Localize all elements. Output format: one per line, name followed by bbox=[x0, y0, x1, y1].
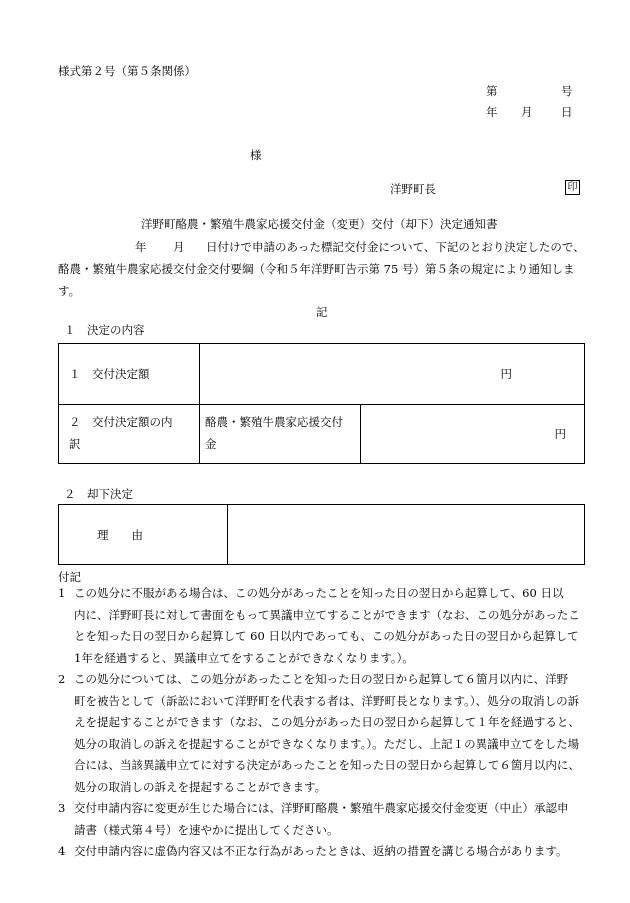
reason-label-cell bbox=[59, 505, 228, 565]
reason-value-cell bbox=[228, 505, 585, 565]
intro-line-3: す。 bbox=[58, 284, 81, 298]
note-3-line-1: 交付申請内容に変更が生じた場合には、洋野町酪農・繁殖牛農家応援交付金変更（中止）承認申 bbox=[74, 801, 569, 815]
note-number-1: 1 bbox=[58, 586, 66, 600]
date-day: 日 bbox=[561, 105, 573, 119]
note-2-line-2: 町を被告として（訴訟において洋野町を代表する者は、洋野町長となります。）、処分の取消しの訴 bbox=[74, 693, 580, 708]
notes-heading: 付記 bbox=[58, 570, 81, 584]
rejection-table bbox=[58, 504, 585, 565]
note-number-3: 3 bbox=[58, 801, 66, 815]
note-2-line-4: 処分の取消しの訴えを提起することができなくなります。）。ただし、上記１の異議申立てをした場 bbox=[74, 736, 580, 751]
breakdown-value-cell bbox=[361, 405, 585, 464]
date-year: 年 bbox=[486, 105, 498, 119]
date-month: 月 bbox=[521, 105, 533, 119]
note-item-3 bbox=[58, 798, 590, 841]
note-item-2 bbox=[58, 669, 590, 798]
document-number-suffix: 号 bbox=[561, 84, 573, 98]
intro-line-2: 酪農・繁殖牛農家応援交付金交付要綱（令和５年洋野町告示第 75 号）第５条の規定により通知しま bbox=[58, 262, 575, 276]
note-4-line-1: 交付申請内容に虚偽内容又は不正な行為があったときは、返納の措置を講じる場合があります。 bbox=[74, 844, 568, 858]
document-title: 洋野町酪農・繁殖牛農家応援交付金（変更）交付（却下）決定通知書 bbox=[141, 217, 498, 231]
section2-heading: ２ 却下決定 bbox=[64, 487, 133, 501]
note-2-line-1: この処分については、この処分があったことを知った日の翌日から起算して６箇月以内に、洋野 bbox=[74, 672, 569, 686]
intro-line-1: 日付けで申請のあった標記交付金について、下記のとおり決定したので、 bbox=[206, 240, 585, 254]
decision-amount-label: １ 交付決定額 bbox=[69, 367, 150, 381]
breakdown-item-line1: 酪農・繁殖牛農家応援交付 bbox=[205, 415, 343, 430]
breakdown-item-cell bbox=[200, 405, 361, 464]
note-2-line-3: えを提起することができます（なお、この処分があった日の翌日から起算して１年を経過すると、 bbox=[74, 715, 580, 729]
note-2-line-6: 処分の取消しの訴えを提起することができます。 bbox=[74, 779, 327, 794]
note-1-line-3: とを知った日の翌日から起算して 60 日以内であっても、この処分があった日の翌日から起算して bbox=[74, 629, 579, 643]
breakdown-item-line2: 金 bbox=[205, 437, 217, 451]
note-3-line-2: 請書（様式第４号）を速やかに提出してください。 bbox=[74, 822, 339, 837]
decision-amount-label-cell bbox=[59, 344, 200, 405]
breakdown-label-cell bbox=[59, 405, 200, 464]
breakdown-label-line1: ２ 交付決定額の内 bbox=[69, 415, 173, 430]
reason-label: 理 由 bbox=[97, 527, 143, 542]
decision-table bbox=[58, 343, 585, 464]
note-1-line-1: この処分に不服がある場合は、この処分があったことを知った日の翌日から起算して、60 日以 bbox=[74, 586, 564, 600]
document-number-prefix: 第 bbox=[486, 84, 498, 98]
note-item-1 bbox=[58, 583, 590, 669]
decision-amount-value-cell bbox=[200, 344, 585, 405]
decision-amount-unit: 円 bbox=[500, 367, 512, 381]
section1-heading: １ 決定の内容 bbox=[64, 323, 145, 337]
sender-name: 洋野町長 bbox=[390, 182, 436, 196]
note-number-4: 4 bbox=[58, 844, 66, 858]
note-1-line-2: 内に、洋野町長に対して書面をもって異議申立てすることができます（なお、この処分があったこ bbox=[74, 607, 580, 622]
intro-year: 年 bbox=[135, 240, 147, 254]
note-1-line-4: 1年を経過すると、異議申立てをすることができなくなります。）。 bbox=[74, 650, 414, 665]
ki-heading: 記 bbox=[316, 305, 328, 319]
intro-month: 月 bbox=[173, 240, 185, 254]
addressee-suffix: 様 bbox=[250, 148, 262, 162]
seal-stamp: 印 bbox=[565, 180, 580, 195]
note-item-4 bbox=[58, 841, 590, 863]
form-label: 様式第２号（第５条関係） bbox=[58, 64, 196, 78]
notes-list bbox=[58, 583, 590, 863]
note-2-line-5: 合には、当該異議申立てに対する決定があったことを知った日の翌日から起算して６箇月以内に、 bbox=[74, 758, 580, 772]
breakdown-label-line2: 訳 bbox=[69, 437, 81, 451]
breakdown-unit: 円 bbox=[554, 427, 566, 441]
note-number-2: 2 bbox=[58, 672, 66, 686]
